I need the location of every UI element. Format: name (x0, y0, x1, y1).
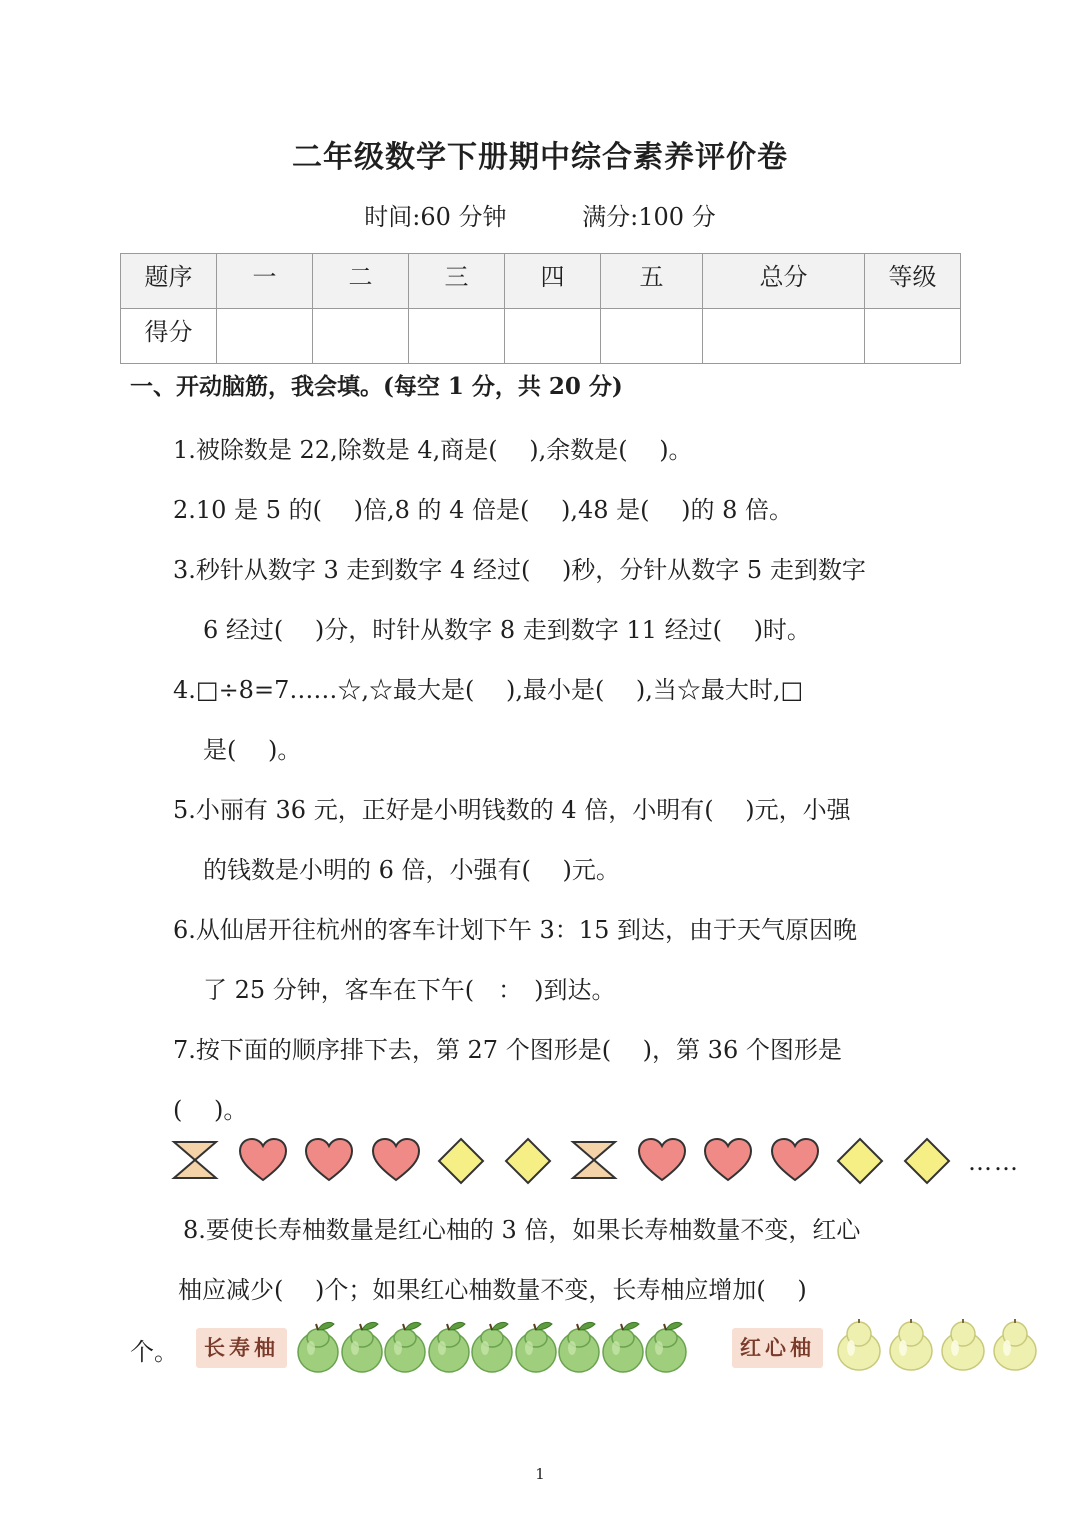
hourglass-shape (170, 1136, 220, 1188)
long-pomelo-icon (338, 1318, 386, 1378)
long-pomelo-icon (381, 1318, 429, 1378)
header-cell: 二 (313, 254, 409, 309)
question-8-line3: 个。 (130, 1338, 178, 1366)
pattern-sequence (170, 1136, 1030, 1186)
long-pomelo-icon (642, 1318, 690, 1378)
time-limit: 时间:60 分钟 (364, 203, 507, 231)
question-3-line2: 6 经过( )分，时针从数字 8 走到数字 11 经过( )时。 (203, 616, 811, 644)
pattern-ellipsis: …… (968, 1148, 1020, 1176)
header-cell: 三 (409, 254, 505, 309)
header-cell: 四 (505, 254, 601, 309)
exam-info (0, 197, 1080, 232)
question-5-line2: 的钱数是小明的 6 倍，小强有( )元。 (203, 856, 620, 884)
header-cell: 总分 (703, 254, 865, 309)
score-table-header (121, 254, 961, 309)
question-7-line2: ( )。 (173, 1096, 248, 1124)
score-cell[interactable] (865, 309, 961, 364)
section-heading: 一、开动脑筋，我会填。(每空 1 分，共 20 分) (130, 373, 623, 400)
question-7-line1: 7.按下面的顺序排下去，第 27 个图形是( )，第 36 个图形是 (173, 1036, 842, 1064)
header-cell: 五 (601, 254, 703, 309)
score-table-row (121, 309, 961, 364)
question-6-line2: 了 25 分钟，客车在下午( ： )到达。 (203, 976, 616, 1004)
page-number: 1 (535, 1465, 545, 1483)
score-cell[interactable] (313, 309, 409, 364)
header-cell: 一 (217, 254, 313, 309)
score-cell[interactable] (601, 309, 703, 364)
diamond-shape (436, 1136, 486, 1190)
row-label: 得分 (121, 309, 217, 364)
heart-shape (237, 1136, 289, 1188)
question-3-line1: 3.秒针从数字 3 走到数字 4 经过( )秒，分针从数字 5 走到数字 (173, 556, 866, 584)
long-pomelo-icon (555, 1318, 603, 1378)
score-cell[interactable] (703, 309, 865, 364)
heart-shape (370, 1136, 422, 1188)
long-pomelo-icon (512, 1318, 560, 1378)
full-score: 满分:100 分 (582, 203, 716, 231)
long-pomelo-icon (425, 1318, 473, 1378)
red-pomelo-icon (886, 1316, 936, 1376)
question-1: 1.被除数是 22,除数是 4,商是( ),余数是( )。 (173, 436, 693, 464)
question-4-line2: 是( )。 (203, 736, 302, 764)
heart-shape (769, 1136, 821, 1188)
score-cell[interactable] (505, 309, 601, 364)
long-pomelo-icon (468, 1318, 516, 1378)
question-4-line1: 4.□÷8=7……☆,☆最大是( ),最小是( ),当☆最大时,□ (173, 676, 804, 704)
header-cell: 题序 (121, 254, 217, 309)
question-8-line1: 8.要使长寿柚数量是红心柚的 3 倍，如果长寿柚数量不变，红心 (183, 1216, 861, 1244)
score-cell[interactable] (409, 309, 505, 364)
red-pomelo-icon (938, 1316, 988, 1376)
hourglass-shape (569, 1136, 619, 1188)
score-cell[interactable] (217, 309, 313, 364)
question-2: 2.10 是 5 的( )倍,8 的 4 倍是( ),48 是( )的 8 倍。 (173, 496, 794, 524)
heart-shape (303, 1136, 355, 1188)
red-pomelo-icon (834, 1316, 884, 1376)
question-5-line1: 5.小丽有 36 元，正好是小明钱数的 4 倍，小明有( )元，小强 (173, 796, 851, 824)
question-8-line2: 柚应减少( )个；如果红心柚数量不变，长寿柚应增加( ) (178, 1276, 807, 1304)
page-title: 二年级数学下册期中综合素养评价卷 (292, 140, 788, 175)
heart-shape (702, 1136, 754, 1188)
score-table (120, 253, 961, 364)
red-pomelo-icon (990, 1316, 1040, 1376)
long-pomelo-icon (599, 1318, 647, 1378)
diamond-shape (503, 1136, 553, 1190)
heart-shape (636, 1136, 688, 1188)
header-cell: 等级 (865, 254, 961, 309)
long-pomelo-icon (294, 1318, 342, 1378)
diamond-shape (902, 1136, 952, 1190)
red-pomelo-label: 红心柚 (732, 1328, 823, 1368)
long-pomelo-label: 长寿柚 (196, 1328, 287, 1368)
diamond-shape (835, 1136, 885, 1190)
question-6-line1: 6.从仙居开往杭州的客车计划下午 3：15 到达，由于天气原因晚 (173, 916, 857, 944)
